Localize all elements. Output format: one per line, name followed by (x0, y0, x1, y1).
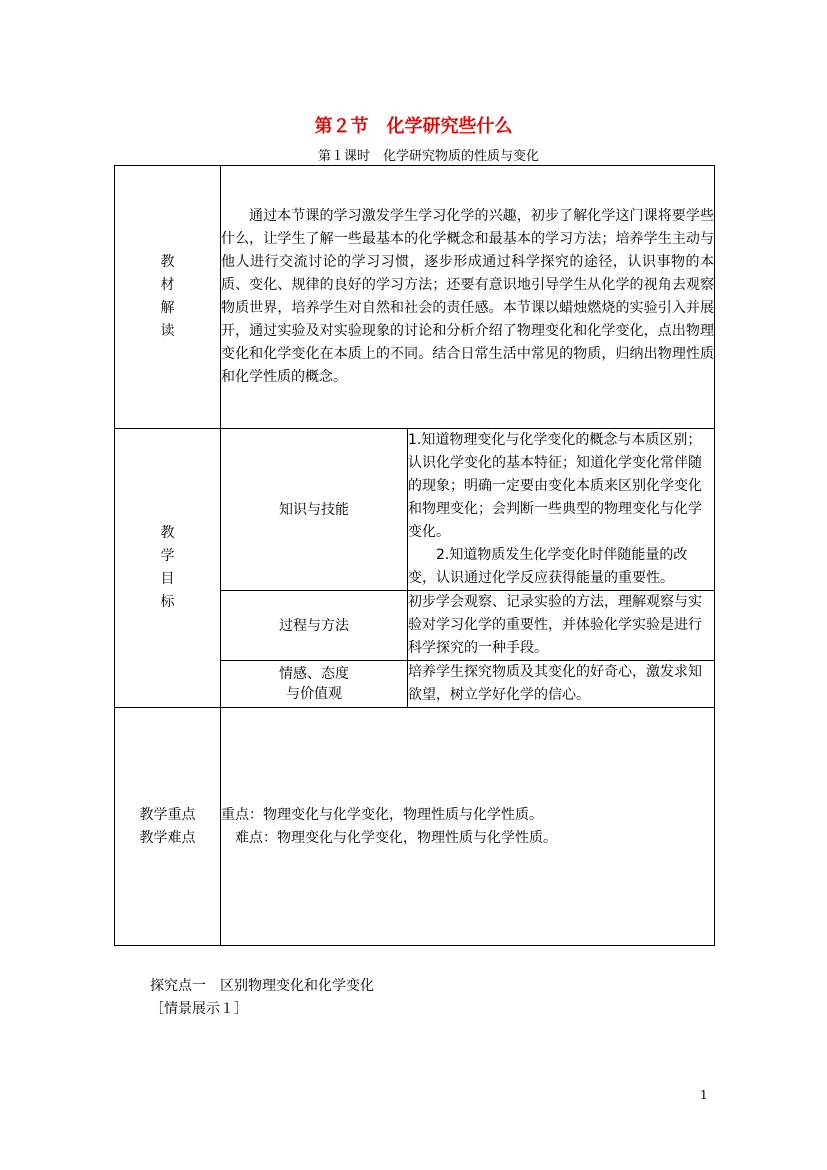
goal-name-knowledge: 知识与技能 (221, 429, 408, 591)
page-number: 1 (700, 1088, 708, 1102)
textbook-row (115, 166, 715, 429)
textbook-label: 教 材 解 读 (115, 166, 221, 429)
explore-heading: 探究点一 区别物理变化和化学变化 (150, 978, 374, 994)
keypoints-label: 教学重点 教学难点 (115, 708, 221, 946)
difficulty-text: 难点：物理变化与化学变化，物理性质与化学性质。 (235, 829, 557, 846)
scene-label: ［情景展示１］ (150, 1001, 248, 1017)
page-title: 第２节 化学研究些什么 (314, 116, 513, 137)
goal-name-attitude: 情感、态度 与价值观 (221, 661, 408, 708)
goals-label: 教 学 目 标 (115, 429, 221, 708)
page-subtitle: 第１课时 化学研究物质的性质与变化 (317, 149, 539, 164)
goal-row-knowledge (115, 429, 715, 591)
explore-section (150, 975, 374, 1021)
goal-text-attitude: 培养学生探究物质及其变化的好奇心，激发求知欲望，树立学好化学的信心。 (408, 661, 715, 708)
lesson-plan-table (114, 165, 715, 946)
goal-text-process: 初步学会观察、记录实验的方法，理解观察与实验对学习化学的重要性，并体验化学实验是进行科学探究的一种手段。 (408, 591, 715, 661)
keypoints-content (221, 708, 715, 946)
textbook-content: 通过本节课的学习激发学生学习化学的兴趣，初步了解化学这门课将要学些什么，让学生了解一些最基本的化学概念和最基本的学习方法；培养学生主动与他人进行交流讨论的学习习惯，逐步形成通过科学探究的途径，认识事物的本质、变化、规律的良好的学习方法；还要有意识地引导学生从化学的视角去观察物质世界，培养学生对自然和社会的责任感。本节课以蜡烛燃烧的实验引入并展开，通过实验及对实验现象的讨论和分析介绍了物理变化和化学变化，点出物理变化和化学变化在本质上的不同。结合日常生活中常见的物质，归纳出物理性质和化学性质的概念。 (221, 166, 715, 429)
keypoints-row (115, 708, 715, 946)
focus-text: 重点：物理变化与化学变化，物理性质与化学性质。 (221, 806, 543, 823)
goal-name-process: 过程与方法 (221, 591, 408, 661)
goal-text-knowledge: 1.知道物理变化与化学变化的概念与本质区别；认识化学变化的基本特征；知道化学变化常伴随的现象；明确一定要由变化本质来区别化学变化和物理变化；会判断一些典型的物理变化与化学变化。 2.知道物质发生化学变化时伴随能量的改变，认识通过化学反应获得能量的重要性。 (408, 429, 715, 591)
